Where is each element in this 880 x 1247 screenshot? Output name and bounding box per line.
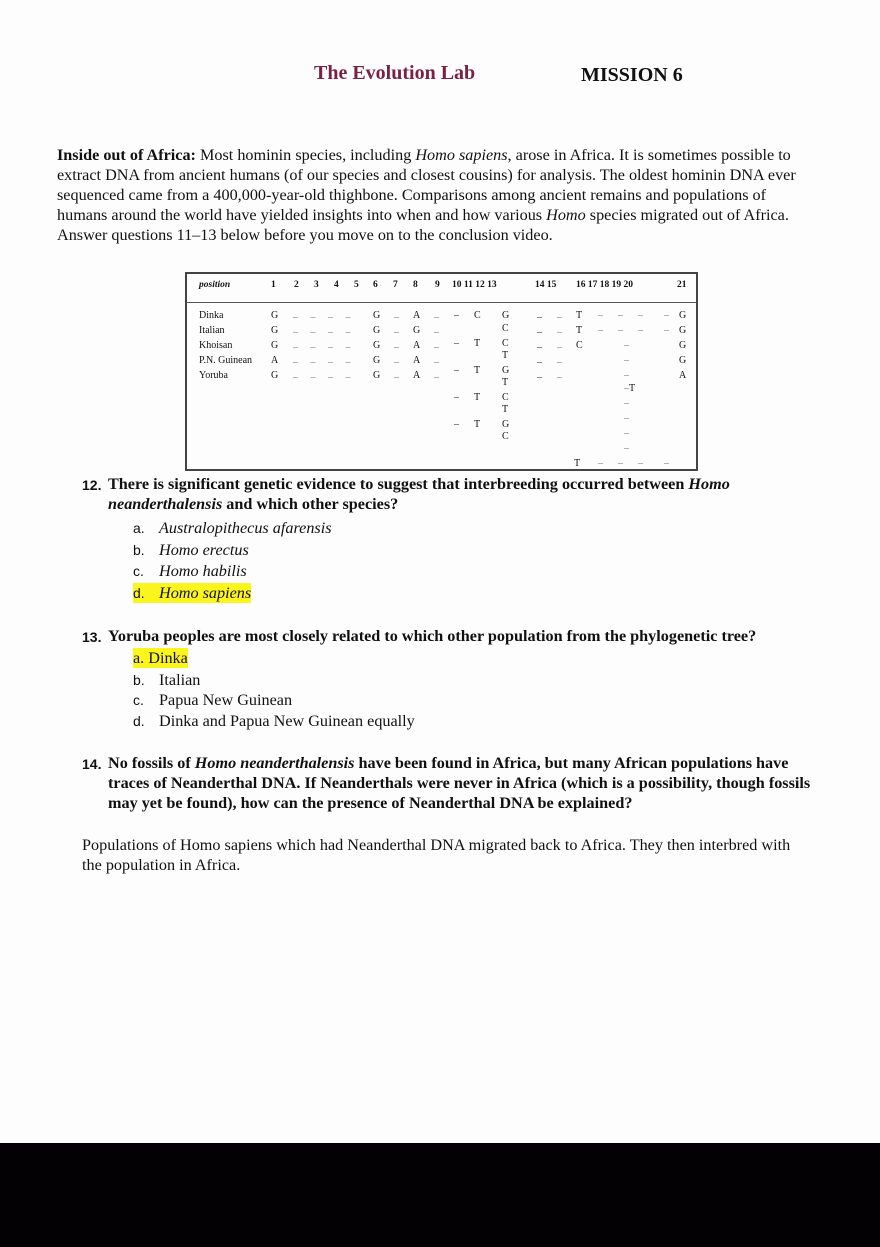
option-d[interactable]: d. Dinka and Papua New Guinean equally <box>133 711 415 730</box>
question-text: There is significant genetic evidence to suggest that interbreeding occurred between Homo neanderthalensis and which other species? <box>108 475 730 513</box>
row-label: P.N. Guinean <box>199 355 253 366</box>
question-number: 12. <box>82 477 102 493</box>
row-label: Yoruba <box>199 370 228 381</box>
option-b[interactable]: b. Italian <box>133 670 201 689</box>
row-label: Khoisan <box>199 340 233 351</box>
dash-col-9: – – – – – <box>434 312 439 383</box>
question-number: 13. <box>82 629 102 645</box>
row-label: Italian <box>199 325 225 336</box>
question-text: No fossils of Homo neanderthalensis have been found in Africa, but many African populations have traces of Neanderthal DNA. If Neanderthals were never in Africa (which is a possibility, though fossils may yet be found), how can the presence of Neanderthal DNA be explained? <box>108 754 811 812</box>
dash-block: – – – – – – – – – – – – – – – – – – – – <box>293 312 351 383</box>
options-list <box>133 648 812 731</box>
option-d-selected[interactable]: d. Homo sapiens <box>133 583 252 602</box>
question-number: 14. <box>82 756 102 772</box>
option-c[interactable]: c. Homo habilis <box>133 562 247 580</box>
intro-instruction: Answer questions 11–13 below before you move on to the conclusion video. <box>57 226 553 244</box>
question-text: Yoruba peoples are most closely related to which other population from the phylogenetic tree? <box>108 627 757 645</box>
bottom-black-bar <box>0 1143 880 1247</box>
dash-col-7: – – – – – <box>394 312 399 383</box>
answer-text[interactable]: Populations of Homo sapiens which had Neanderthal DNA migrated back to Africa. They then interbred with the population in Africa. <box>82 836 791 874</box>
lab-title: The Evolution Lab <box>314 62 476 84</box>
option-b[interactable]: b. Homo erectus <box>133 540 249 559</box>
dash-col-14: – – – – – <box>537 312 542 383</box>
question-14 <box>82 753 812 813</box>
intro-lead: Inside out of Africa: <box>57 146 196 164</box>
option-a[interactable]: a. Australopithecus afarensis <box>133 519 332 537</box>
option-c[interactable]: c. Papua New Guinean <box>133 691 293 709</box>
option-a-selected[interactable]: a. Dinka <box>133 649 188 667</box>
question-12 <box>82 474 812 604</box>
row-label: Dinka <box>199 310 224 321</box>
position-header: position <box>199 280 231 290</box>
header-divider <box>187 302 696 303</box>
options-list <box>133 518 812 604</box>
mission-label: MISSION 6 <box>581 64 683 86</box>
intro-section <box>57 145 797 245</box>
dash-col-15: – – – – – <box>557 312 562 383</box>
question-13 <box>82 626 812 731</box>
intro-paragraph: Inside out of Africa: Most hominin species, including Homo sapiens, arose in Africa. It is sometimes possible to extract DNA from ancient humans (of our species and closest cousins) for analysis. The oldest hominin DNA ever sequenced came from a 400,000-year-old thighbone. Comparisons among ancient remains and populations of humans around the world have yielded insights into when and how various Homo species migrated out of Africa. <box>57 146 796 224</box>
dna-sequence-table: position 1 2 3 4 5 6 7 8 9 10 11 12 13 14 15 16 17 18 19 20 21 Dinka Italian Khoisan P.N. Guinean Yoruba G G G A G – – – – – – – – – – – – – – – – – – – – G G G G G – – – – – A G A A A – – – – – – – – – – C T T T T G C C T G T C T G C – – – – – – – – – – T T C – – – – – – – – – – – –T – – – – T – – – – G G G G A <box>185 272 698 471</box>
